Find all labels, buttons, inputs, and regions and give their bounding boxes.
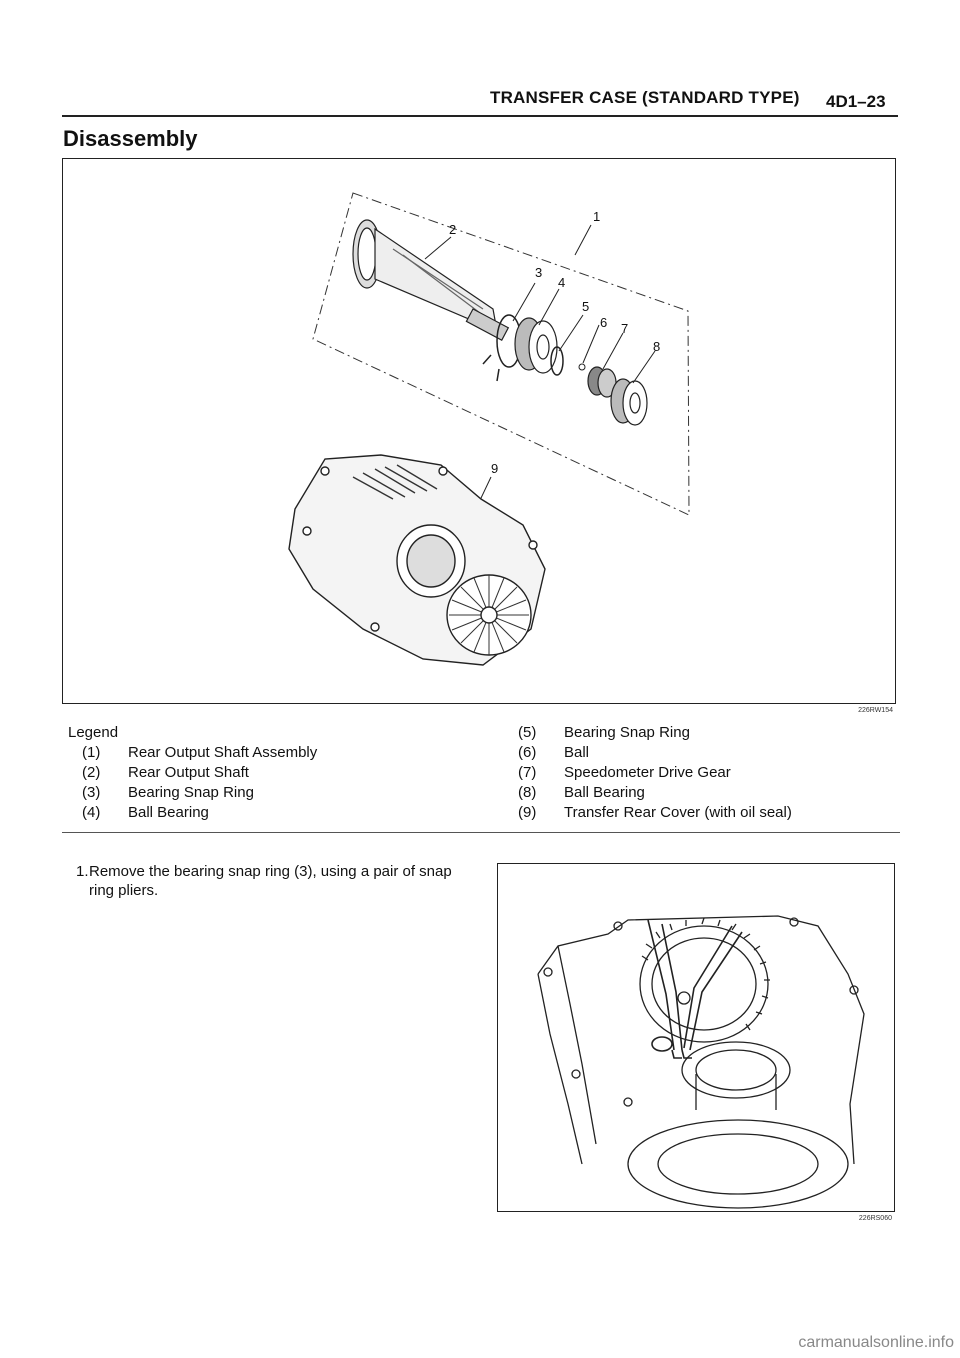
step-text: Remove the bearing snap ring (3), using a pair of snap ring pliers. xyxy=(89,863,452,899)
snap-ring-pliers-drawing xyxy=(498,864,894,1211)
legend-num: (8) xyxy=(518,784,537,801)
figure-main xyxy=(62,158,896,714)
legend-num: (1) xyxy=(82,744,101,761)
callout-3: 3 xyxy=(535,265,543,280)
legend-text: Bearing Snap Ring xyxy=(128,784,254,801)
legend-text: Ball xyxy=(564,744,590,761)
legend-text: Bearing Snap Ring xyxy=(564,724,690,741)
legend-num: (9) xyxy=(518,804,537,821)
header-rule xyxy=(62,115,898,117)
legend-num: (6) xyxy=(518,744,537,761)
ball-bearing-rear xyxy=(611,379,647,425)
legend-text: Speedometer Drive Gear xyxy=(564,764,731,781)
footer-watermark[interactable]: carmanualsonline.info xyxy=(798,1334,954,1351)
callout-6: 6 xyxy=(600,315,608,330)
figure-step xyxy=(497,863,895,1222)
legend-text: Transfer Rear Cover (with oil seal) xyxy=(564,804,792,821)
header-title: TRANSFER CASE (STANDARD TYPE) xyxy=(490,88,800,107)
legend-text: Ball Bearing xyxy=(564,784,645,801)
legend-num: (5) xyxy=(518,724,537,741)
legend-num: (7) xyxy=(518,764,537,781)
callout-7: 7 xyxy=(621,321,629,336)
figure-code: 226RW154 xyxy=(858,707,893,714)
callout-2: 2 xyxy=(449,222,457,237)
step-1 xyxy=(76,862,476,900)
callout-9: 9 xyxy=(491,461,499,476)
callout-1: 1 xyxy=(593,209,601,224)
callout-5: 5 xyxy=(582,299,590,314)
legend-num: (2) xyxy=(82,764,101,781)
legend-num: (3) xyxy=(82,784,101,801)
legend-text: Rear Output Shaft xyxy=(128,764,249,781)
callout-8: 8 xyxy=(653,339,661,354)
legend-rule xyxy=(62,832,900,833)
transfer-rear-cover xyxy=(289,455,545,665)
legend-text: Ball Bearing xyxy=(128,804,209,821)
section-title: Disassembly xyxy=(63,126,198,151)
page-number: 4D1–23 xyxy=(826,92,886,111)
step-number: 1. xyxy=(76,863,89,880)
legend-text: Rear Output Shaft Assembly xyxy=(128,744,318,761)
figure-code: 226RS060 xyxy=(858,1215,892,1222)
exploded-view-drawing xyxy=(63,159,895,703)
callout-4: 4 xyxy=(558,275,566,290)
rear-output-shaft xyxy=(353,220,508,340)
legend-num: (4) xyxy=(82,804,101,821)
legend-title: Legend xyxy=(68,724,119,741)
ball xyxy=(579,364,585,370)
